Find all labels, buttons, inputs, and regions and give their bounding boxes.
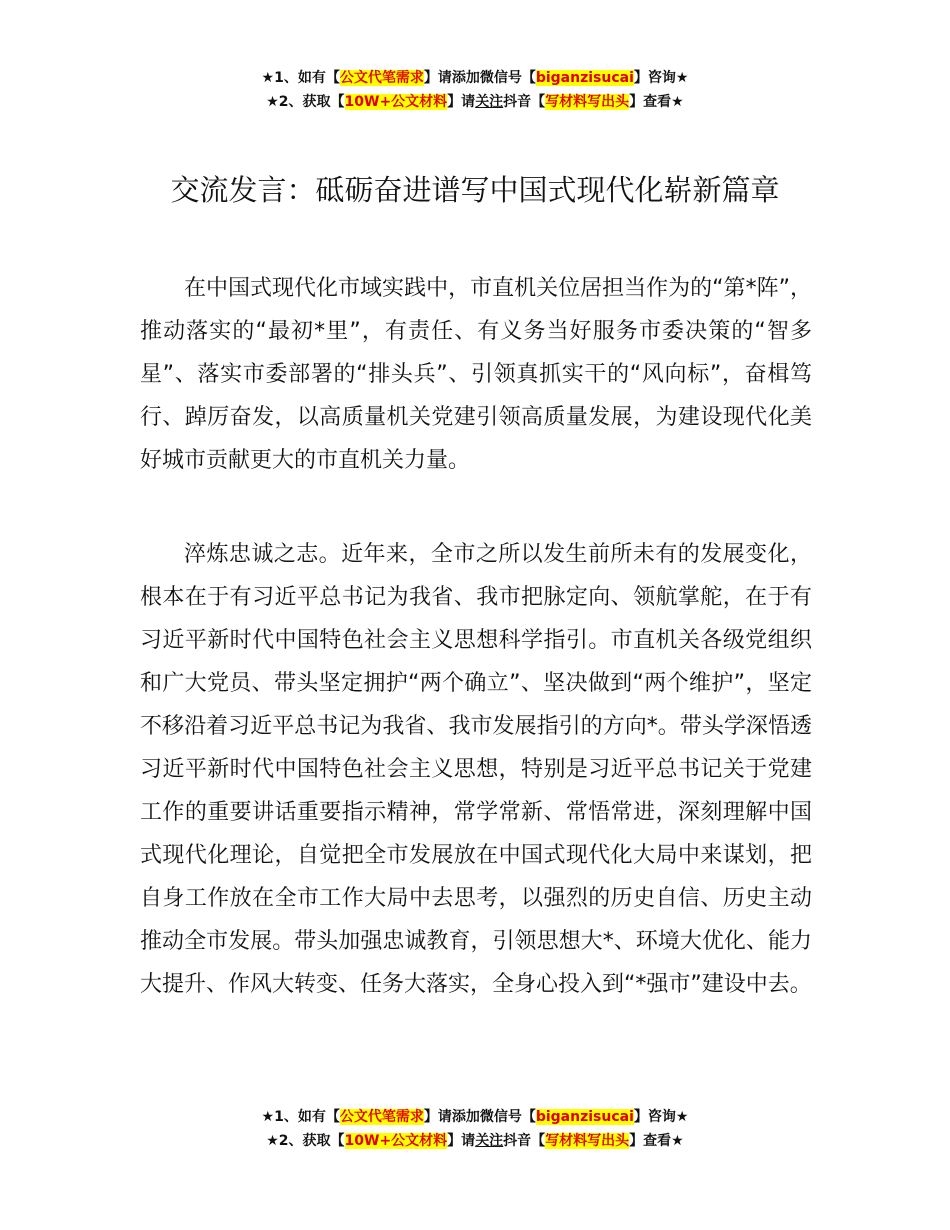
- body-paragraph-intro: 在中国式现代化市域实践中，市直机关位居担当作为的“第*阵”，推动落实的“最初*里”，有责任、有义务当好服务市委决策的“智多星”、落实市委部署的“排头兵”、引领真抓实干的“风向标”，奋楫笃行、踔厉奋发，以高质量机关党建引领高质量发展，为建设现代化美好城市贡献更大的市直机关力量。: [140, 276, 812, 473]
- promo-line-1: ★1、如有【公文代笔需求】请添加微信号【biganzisucai】咨询★: [261, 70, 689, 86]
- promo-highlight-wechat-id: biganzisucai: [535, 70, 634, 86]
- promo-underlined-follow: 关注: [475, 94, 504, 110]
- promo-line-2: ★2、获取【10W+公文材料】请关注抖音【写材料写出头】查看★: [266, 1133, 684, 1149]
- document-title: 交流发言：砥砺奋进谱写中国式现代化崭新篇章: [170, 173, 780, 207]
- body-paragraph-loyalty: 淬炼忠诚之志。近年来，全市之所以发生前所未有的发展变化，根本在于有习近平总书记为我省、我市把脉定向、领航掌舵，在于有习近平新时代中国特色社会主义思想科学指引。市直机关各级党组织和广大党员、带头坚定拥护“两个确立”、坚决做到“两个维护”，坚定不移沿着习近平总书记为我省、我市发展指引的方向*。带头学深悟透习近平新时代中国特色社会主义思想，特别是习近平总书记关于党建工作的重要讲话重要指示精神，常学常新、常悟常进，深刻理解中国式现代化理论，自觉把全市发展放在中国式现代化大局中来谋划，把自身工作放在全市工作大局中去思考，以强烈的历史自信、历史主动推动全市发展。带头加强忠诚教育，引领思想大*、环境大优化、能力大提升、作风大转变、任务大落实，全身心投入到“*强市”建设中去。: [140, 542, 812, 997]
- header-promo-banner: [0, 66, 950, 114]
- promo-line-2: ★2、获取【10W+公文材料】请关注抖音【写材料写出头】查看★: [266, 94, 684, 110]
- footer-promo-banner: [0, 1105, 950, 1153]
- promo-line-1: ★1、如有【公文代笔需求】请添加微信号【biganzisucai】咨询★: [261, 1109, 689, 1125]
- promo-highlight-wechat-id: biganzisucai: [535, 1109, 634, 1125]
- promo-highlight-materials: 10W+公文材料: [344, 94, 448, 110]
- promo-highlight-douyin: 写材料写出头: [545, 94, 630, 110]
- promo-highlight-service: 公文代笔需求: [339, 70, 424, 86]
- promo-highlight-service: 公文代笔需求: [339, 1109, 424, 1125]
- promo-highlight-douyin: 写材料写出头: [545, 1133, 630, 1149]
- promo-highlight-materials: 10W+公文材料: [344, 1133, 448, 1149]
- promo-underlined-follow: 关注: [475, 1133, 504, 1149]
